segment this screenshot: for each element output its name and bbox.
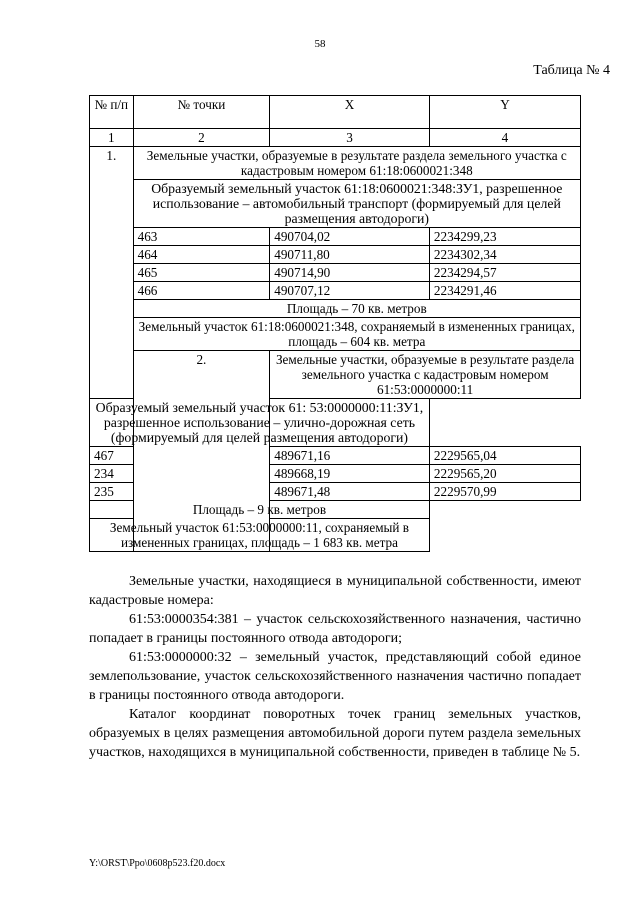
table-row [90,282,581,300]
table-row [90,228,581,246]
point-number: 463 [133,228,270,246]
paragraph: Каталог координат поворотных точек границ земельных участков, образуемых в целях размещения автомобильной дороги путем раздела земельных участков, находящихся в муниципальной собственности, приведен в таблице № 5. [89,707,581,760]
column-number-row [90,129,581,147]
header-point: № точки [133,96,270,129]
remaining-row [90,318,581,351]
y-value: 2229565,20 [429,465,580,483]
remaining-parcel: Земельный участок 61:53:0000000:11, сохраняемый в измененных границах, площадь – 1 683 кв. метра [90,519,430,552]
section-title-row [90,147,581,180]
table-row [90,264,581,282]
x-value: 490714,90 [270,264,430,282]
area-row [90,501,581,519]
header-x: X [270,96,430,129]
column-number: 3 [270,129,430,147]
table-header-row [90,96,581,129]
header-num: № п/п [90,96,134,129]
body-text [89,572,581,762]
table-caption: Таблица № 4 [533,63,610,78]
parcel-description: Образуемый земельный участок 61:18:0600021:348:ЗУ1, разрешенное использование – автомобильный транспорт (формируемый для целей размещения автодороги) [133,180,580,228]
section-number: 2. [133,351,270,552]
y-value: 2234299,23 [429,228,580,246]
column-number: 4 [429,129,580,147]
parcel-description: Образуемый земельный участок 61: 53:0000000:11:ЗУ1, разрешенное использование – улично-дорожная сеть (формируемый для целей размещения автодороги) [90,399,430,447]
y-value: 2229565,04 [429,447,580,465]
x-value: 490711,80 [270,246,430,264]
y-value: 2234291,46 [429,282,580,300]
remaining-row [90,519,581,552]
paragraph: 61:53:0000354:381 – участок сельскохозяйственного назначения, частично попадает в границы постоянного отвода автодороги; [89,612,581,646]
area-text: Площадь – 70 кв. метров [133,300,580,318]
coordinates-table [89,95,581,552]
point-number: 465 [133,264,270,282]
point-number: 235 [90,483,134,501]
x-value: 489671,16 [270,447,430,465]
section-title-row [90,351,581,399]
section-title: Земельные участки, образуемые в результате раздела земельного участка с кадастровым номером 61:18:0600021:348 [133,147,580,180]
table-row [90,246,581,264]
paragraph: Земельные участки, находящиеся в муниципальной собственности, имеют кадастровые номера: [89,574,581,608]
header-y: Y [429,96,580,129]
y-value: 2229570,99 [429,483,580,501]
footer-file-path: Y:\ORST\Ppo\0608p523.f20.docx [89,858,226,869]
point-number: 467 [90,447,134,465]
parcel-row [90,399,581,447]
parcel-row [90,180,581,228]
area-row [90,300,581,318]
column-number: 2 [133,129,270,147]
remaining-parcel: Земельный участок 61:18:0600021:348, сохраняемый в измененных границах, площадь – 604 кв. метра [133,318,580,351]
column-number: 1 [90,129,134,147]
y-value: 2234294,57 [429,264,580,282]
point-number: 234 [90,465,134,483]
point-number: 466 [133,282,270,300]
x-value: 489668,19 [270,465,430,483]
point-number: 464 [133,246,270,264]
page-number: 58 [314,38,326,50]
x-value: 490707,12 [270,282,430,300]
section-number: 1. [90,147,134,399]
y-value: 2234302,34 [429,246,580,264]
x-value: 490704,02 [270,228,430,246]
area-text: Площадь – 9 кв. метров [90,501,430,519]
paragraph: 61:53:0000000:32 – земельный участок, представляющий собой единое землепользование, участок сельскохозяйственного назначения частично попадает в границы постоянного отвода автодороги. [89,650,581,703]
x-value: 489671,48 [270,483,430,501]
section-title: Земельные участки, образуемые в результате раздела земельного участка с кадастровым номером 61:53:0000000:11 [270,351,581,399]
